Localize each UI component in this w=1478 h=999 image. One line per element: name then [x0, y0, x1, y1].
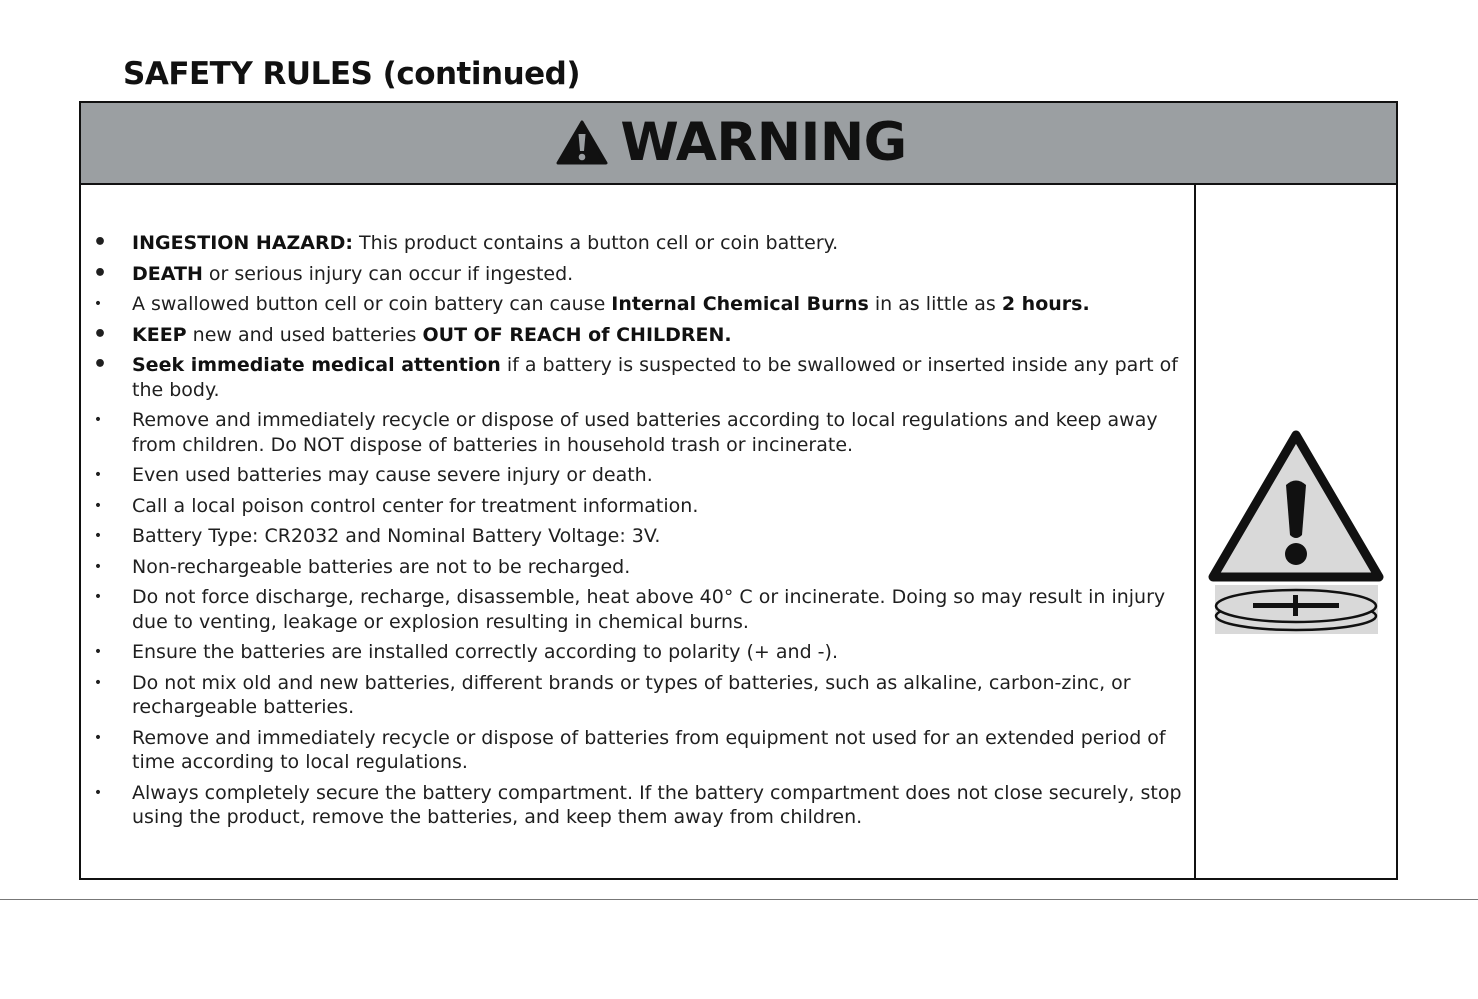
rule-text	[132, 495, 698, 517]
rule-text	[132, 556, 630, 578]
rule-text	[132, 782, 1182, 829]
rule-text-segment: Ensure the batteries are installed correctly according to polarity (+ and -).	[132, 641, 838, 663]
bullet-icon: •	[93, 644, 103, 660]
rule-text-segment: This product contains a button cell or coin battery.	[353, 232, 839, 254]
rule-text	[132, 293, 1090, 315]
coin-battery-hazard-icon	[1207, 429, 1385, 635]
rule-text-emphasis: Internal Chemical Burns	[611, 293, 869, 315]
safety-rule-item	[81, 353, 1186, 402]
rule-text	[132, 727, 1166, 774]
rule-text	[132, 263, 573, 285]
bullet-icon: •	[93, 528, 103, 544]
rule-text-segment: A swallowed button cell or coin battery can cause	[132, 293, 612, 315]
safety-rule-item	[81, 671, 1186, 720]
safety-rule-item	[81, 463, 1186, 488]
safety-rule-item	[81, 781, 1186, 830]
rule-text-emphasis: OUT OF REACH of CHILDREN.	[422, 323, 732, 346]
safety-rule-item	[81, 585, 1186, 634]
warning-header-content	[556, 113, 906, 173]
rule-text-segment: Always completely secure the battery compartment. If the battery compartment does not close securely, stop using the product, remove the batteries, and keep them away from children.	[132, 781, 1182, 828]
bullet-icon: •	[93, 558, 103, 575]
safety-rule-item	[81, 640, 1186, 665]
bullet-icon: •	[93, 674, 103, 691]
rule-text-segment: Call a local poison control center for treatment information.	[132, 494, 699, 517]
rule-text	[132, 232, 838, 254]
page-footer-rule	[0, 899, 1478, 900]
rule-text	[132, 324, 732, 346]
warning-box	[79, 101, 1398, 880]
rule-text-segment: new and used batteries	[186, 323, 423, 346]
safety-rule-item	[81, 323, 1186, 348]
safety-rule-item	[81, 555, 1186, 580]
rule-text-segment: Even used batteries may cause severe injury or death.	[132, 464, 653, 486]
bullet-icon: •	[93, 589, 103, 605]
rule-text-segment: Remove and immediately recycle or dispose of batteries from equipment not used for an extended period of time according to local regulations.	[132, 726, 1166, 773]
rule-text-segment: in as little as	[868, 293, 1002, 315]
rule-text	[132, 641, 838, 663]
bullet-icon: •	[93, 321, 108, 347]
rule-text-segment: if a battery is suspected to be swallowed or inserted inside any part of the body.	[132, 354, 1178, 401]
safety-rule-item	[81, 262, 1186, 287]
bullet-icon: •	[93, 784, 103, 801]
bullet-icon: •	[93, 729, 103, 746]
rule-text	[132, 464, 653, 486]
rule-text-emphasis: Seek immediate medical attention	[132, 354, 501, 376]
bullet-icon: •	[93, 467, 103, 483]
safety-rules-list	[81, 231, 1186, 836]
rule-text	[132, 409, 1158, 456]
warning-triangle-icon	[556, 120, 608, 166]
rule-text-segment: Do not mix old and new batteries, different brands or types of batteries, such as alkaline, carbon-zinc, or rechargeable batteries.	[132, 671, 1131, 718]
bullet-icon: •	[93, 296, 103, 312]
rule-text	[132, 586, 1165, 633]
rule-text-emphasis: INGESTION HAZARD:	[132, 232, 354, 254]
rule-text-segment: or serious injury can occur if ingested.	[202, 262, 574, 285]
rule-text-segment: Remove and immediately recycle or dispose of used batteries according to local regulations and keep away from children. Do NOT dispose of batteries in household trash or incinerate.	[132, 409, 1158, 456]
safety-rule-item	[81, 494, 1186, 519]
rule-text	[132, 354, 1178, 401]
safety-rule-item	[81, 408, 1186, 457]
bullet-icon: •	[93, 497, 103, 514]
rule-text	[132, 672, 1131, 719]
safety-rule-item	[81, 231, 1186, 256]
bullet-icon: •	[93, 352, 108, 377]
rule-text-emphasis: 2 hours.	[1001, 293, 1090, 315]
rule-text-emphasis: DEATH	[132, 262, 203, 285]
safety-rule-item	[81, 292, 1186, 317]
bullet-icon: •	[93, 412, 103, 428]
rule-text-segment: Do not force discharge, recharge, disassemble, heat above 40° C or incinerate. Doing so may result in injury due to venting, leakage or explosion resulting in chemical burns.	[132, 586, 1166, 633]
warning-heading: WARNING	[620, 112, 907, 173]
column-divider	[1194, 185, 1196, 878]
rule-text-segment: Non-rechargeable batteries are not to be recharged.	[132, 555, 631, 578]
rule-text-segment: Battery Type: CR2032 and Nominal Battery Voltage: 3V.	[132, 525, 661, 547]
bullet-icon: •	[93, 260, 108, 286]
safety-rule-item	[81, 726, 1186, 775]
rule-text	[132, 525, 660, 547]
page-title: SAFETY RULES (continued)	[123, 56, 581, 92]
rule-text-emphasis: KEEP	[132, 323, 187, 346]
warning-header	[81, 103, 1396, 185]
safety-rule-item	[81, 524, 1186, 549]
bullet-icon: •	[93, 230, 108, 255]
